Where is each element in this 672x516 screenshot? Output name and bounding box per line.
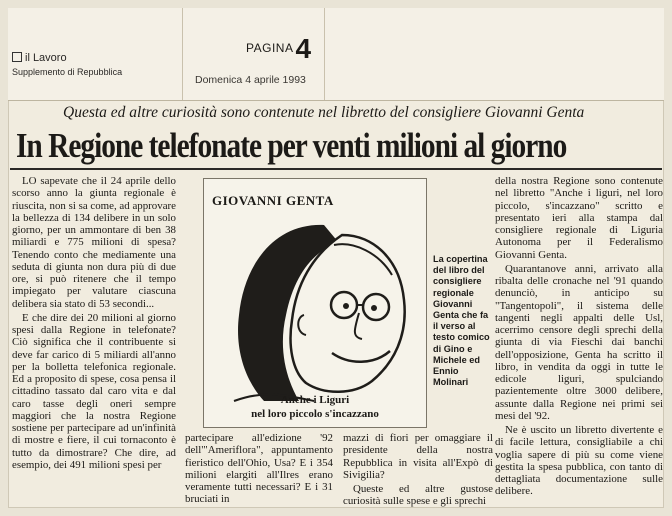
divider (324, 8, 325, 100)
book-subtitle-line-2: nel loro piccolo s'incazzano (251, 408, 379, 420)
supplement-label: Supplemento di Repubblica (12, 67, 123, 77)
article-kicker: Questa ed altre curiosità sono contenute nel libretto del consigliere Giovanni Genta (63, 104, 585, 121)
page-number: 4 (295, 33, 312, 64)
article-column-2 (185, 432, 333, 508)
divider (182, 8, 183, 100)
paragraph: Queste ed altre gustose curiosità sulle spese e gli sprechi (343, 483, 493, 508)
article-headline: In Regione telefonate per venti milioni al giorno (16, 126, 567, 165)
paragraph: LO sapevate che il 24 aprile dello scorso anno la giunta regionale è riuscita, non si sa come, ad approvare la bellezza di 134 delibere in un solo giorno, per un ammontare di ben 38 miliardi e 775 milioni di spesa? Tenendo conto che mediamente una seduta di giunta non dura più di due ore, si può ritenere che il tempo impiegato per valutare ciascuna delibera sia stato di 53 secondi... (12, 175, 176, 310)
page-indicator (246, 33, 312, 65)
newspaper-clipping (8, 8, 664, 508)
paper-brand (12, 52, 122, 79)
article-column-3 (343, 432, 493, 510)
paragraph: mazzi di fiori per omaggiare il presidente della nostra Repubblica in visita all'Expò di Sivigilia? (343, 432, 493, 481)
caricature-drawing (204, 205, 426, 405)
book-subtitle-line-1: Anche i Liguri (280, 394, 350, 406)
headline-rule (10, 168, 662, 170)
paragraph: Quarantanove anni, arrivato alla ribalta delle cronache nel '91 quando denunciò, in anticipo su "Tangentopoli", il sistema delle tangenti negli appalti delle Usl, acerrimo censore degli sprechi della giunta di via Fieschi dai banchi dell'opposizione, Genta ha scritto il libro, in vendita da oggi in tutte le edicole liguri, spulciando pazientemente oltre 3000 delibere, assunte dalla Regione nei primi sei mesi del '92. (495, 262, 663, 422)
paragraph: della nostra Regione sono contenute nel libretto "Anche i liguri, nel loro piccolo, s'incazzano" scritto e presentato ieri alla stampa dal consigliere regionale di Liguria Autonoma per il Federalismo Giovanni Genta. (495, 175, 663, 261)
article-column-4 (495, 175, 663, 500)
paragraph: partecipare all'edizione '92 dell'"Ameriflora", appuntamento fieristico dell'Ohio, Usa? E i 354 milioni elargiti all'Ilres erano veramente tutti necessari? E i 31 bruciati in (185, 432, 333, 506)
book-cover-illustration (203, 178, 427, 428)
book-cover-subtitle (204, 393, 426, 421)
article-column-1 (12, 175, 176, 473)
book-cover-title: GIOVANNI GENTA (212, 193, 334, 208)
issue-date: Domenica 4 aprile 1993 (195, 74, 306, 86)
paragraph: Ne è uscito un libretto divertente e di facile lettura, consigliabile a chi voglia sapere di più su come viene gestita la spesa pubblica, con tanto di dettagliata documentazione sulle delibere. (495, 424, 663, 498)
paper-name: il Lavoro (25, 52, 67, 64)
image-caption: La copertina del libro del consigliere regionale Giovanni Genta che fa il verso al testo comico di Gino e Michele ed Ennio Molinari (433, 254, 490, 388)
checkbox-square-icon (12, 52, 22, 62)
masthead (8, 8, 664, 101)
paragraph: E che dire dei 20 milioni al giorno spesi dalla Regione in telefonate? Ciò significa che il contribuente si deve far carico di 5 miliardi all'anno per la bolletta telefonica regionale. Ed a proposito di spese, cosa pensa il cittadino tassato dal caro vita e dal caro tasse degli oneri sempre maggiori che la nostra Regione sostiene per partecipare ad un'infinità di mostre e fiere, il cui tornaconto è tutto da dimostrare? Che dire, ad esempio, dei 491 milioni spesi per (12, 311, 176, 471)
page-label: PAGINA (246, 41, 294, 55)
